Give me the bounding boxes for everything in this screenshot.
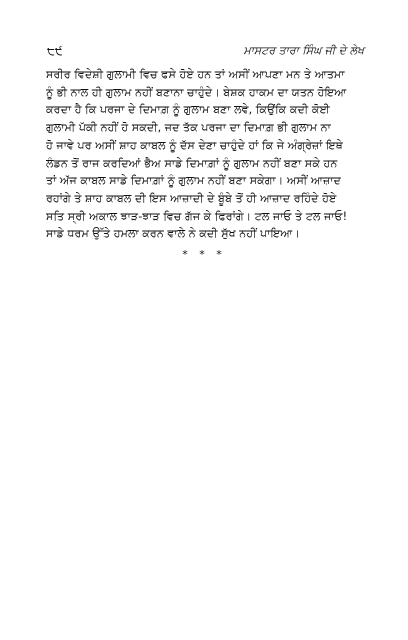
text-line: ਸਾਡੇ ਧਰਮ ਉੱਤੇ ਹਮਲਾ ਕਰਨ ਵਾਲੇ ਨੇ ਕਦੀ ਸੁੱਖ ਨਹੀਂ ਪਾਇਆ। — [46, 227, 300, 241]
running-header: ਮਾਸਟਰ ਤਾਰਾ ਸਿੰਘ ਜੀ ਦੇ ਲੇਖ — [243, 44, 364, 57]
text-line: ਕਰਦਾ ਹੈ ਕਿ ਪਰਜਾ ਦੇ ਦਿਮਾਗ਼ ਨੂੰ ਗੁਲਾਮ ਬਣਾ ਲਵੇ, ਕਿਉਂਕਿ ਕਦੀ ਕੋਈ — [46, 103, 330, 117]
text-line: ਗੁਲਾਮੀ ਪੱਕੀ ਨਹੀਂ ਹੋ ਸਕਦੀ, ਜਦ ਤੱਕ ਪਰਜਾ ਦਾ ਦਿਮਾਗ਼ ਭੀ ਗੁਲਾਮ ਨਾ — [46, 121, 331, 135]
text-line: ਸਰੀਰ ਵਿਦੇਸ਼ੀ ਗੁਲਾਮੀ ਵਿਚ ਫਸੇ ਹੋਏ ਹਨ ਤਾਂ ਅਸੀਂ ਆਪਣਾ ਮਨ ਤੇ ਆਤਮਾ — [46, 68, 345, 81]
section-break: * * * — [182, 248, 226, 261]
text-line: ਤਾਂ ਅੱਜ ਕਾਬਲ ਸਾਡੇ ਦਿਮਾਗ਼ਾਂ ਨੂੰ ਗੁਲਾਮ ਨਹੀਂ ਬਣਾ ਸਕੇਗਾ। ਅਸੀਂ ਆਜ਼ਾਦ — [46, 174, 341, 188]
text-line: ਨੂੰ ਭੀ ਨਾਲ ਹੀ ਗੁਲਾਮ ਨਹੀਂ ਬਣਾਨਾ ਚਾਹੁੰਦੇ। ਬੇਸ਼ਕ ਹਾਕਮ ਦਾ ਯਤਨ ਹੋਇਆ — [46, 85, 347, 99]
body-text — [46, 66, 362, 243]
text-line: ਰਹਾਂਗੇ ਤੇ ਸ਼ਾਹ ਕਾਬਲ ਦੀ ਇਸ ਆਜ਼ਾਦੀ ਦੇ ਬੂੰਬੇ ਤੋਂ ਹੀ ਆਜ਼ਾਦ ਰਹਿੰਦੇ ਹੋਏ — [46, 191, 337, 205]
page-number: ੮੯ — [47, 44, 63, 58]
text-line: ਲੰਡਨ ਤੋਂ ਰਾਜ ਕਰਦਿਆਂ ਭੈਅ ਸਾਡੇ ਦਿਮਾਗ਼ਾਂ ਨੂੰ ਗੁਲਾਮ ਨਹੀਂ ਬਣਾ ਸਕੇ ਹਨ — [46, 156, 338, 170]
text-line: ਹੋ ਜਾਵੇ ਪਰ ਅਸੀਂ ਸ਼ਾਹ ਕਾਬਲ ਨੂੰ ਦੱਸ ਦੇਣਾ ਚਾਹੁੰਦੇ ਹਾਂ ਕਿ ਜੇ ਅੰਗ੍ਰੇਜ਼ਾਂ ਇਥੇ — [46, 138, 343, 152]
text-line: ਸਤਿ ਸ੍ਰੀ ਅਕਾਲ ਝਾੜ-ਝਾੜ ਵਿਚ ਗੱਜ ਕੇ ਫਿਰਾਂਗੇ। ਟਲ ਜਾਓ ਤੇ ਟਲ ਜਾਓ! — [46, 209, 348, 223]
